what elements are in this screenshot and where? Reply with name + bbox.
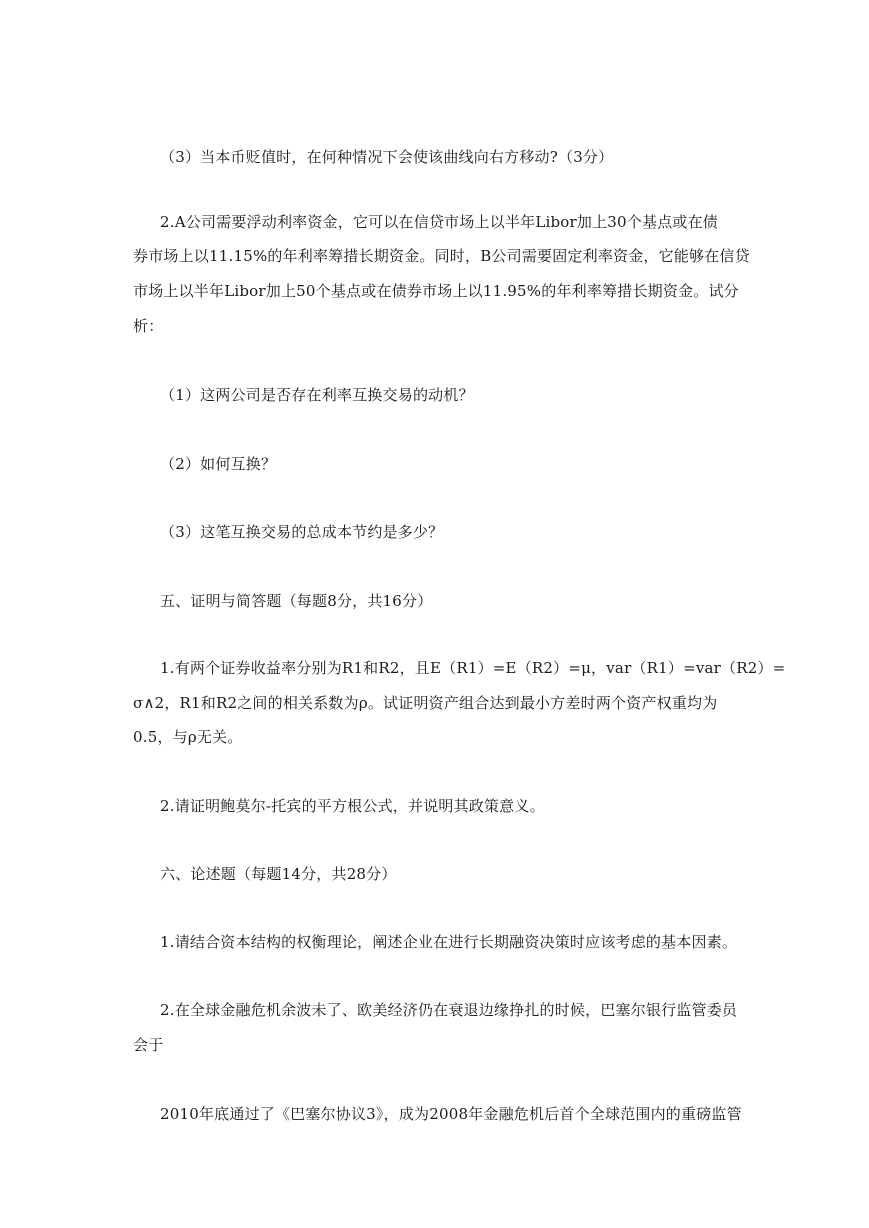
question-6-2-line-3: 2010年底通过了《巴塞尔协议3》，成为2008年金融危机后首个全球范围内的重磅监管 [160,1105,742,1123]
section-6-heading: 六、论述题（每题14分，共28分） [160,865,397,883]
question-4-3: （3）当本币贬值时，在何种情况下会使该曲线向右方移动?（3分） [160,148,614,166]
question-5-1-line-1: 1.有两个证券收益率分别为R1和R2，且E（R1）=E（R2）=μ，var（R1）=var（R2）= [160,659,786,677]
question-6-1: 1.请结合资本结构的权衡理论，阐述企业在进行长期融资决策时应该考虑的基本因素。 [160,933,738,951]
sub-question-2: （2）如何互换？ [160,455,277,473]
question-5-1-line-3: 0.5，与ρ无关。 [133,728,243,746]
question-6-2-line-2: 会于 [133,1036,164,1054]
sub-question-1: （1）这两公司是否存在利率互换交易的动机？ [160,386,474,404]
sub-question-3: （3）这笔互换交易的总成本节约是多少？ [160,523,444,541]
question-5-2: 2.请证明鲍莫尔-托宾的平方根公式，并说明其政策意义。 [160,797,545,815]
question-4-2-line-4: 析： [133,317,164,335]
section-5-heading: 五、证明与简答题（每题8分，共16分） [160,592,433,610]
question-5-1-line-2: σ∧2，R1和R2之间的相关系数为ρ。试证明资产组合达到最小方差时两个资产权重均为 [133,694,718,712]
question-6-2-line-1: 2.在全球金融危机余波未了、欧美经济仍在衰退边缘挣扎的时候，巴塞尔银行监管委员 [160,1001,738,1019]
question-4-2-line-3: 市场上以半年Libor加上50个基点或在债券市场上以11.95%的年利率筹措长期资金。试分 [133,282,739,300]
question-4-2-line-2: 券市场上以11.15%的年利率筹措长期资金。同时，B公司需要固定利率资金，它能够在信贷 [133,247,750,265]
question-4-2-line-1: 2.A公司需要浮动利率资金，它可以在信贷市场上以半年Libor加上30个基点或在债 [160,213,718,231]
